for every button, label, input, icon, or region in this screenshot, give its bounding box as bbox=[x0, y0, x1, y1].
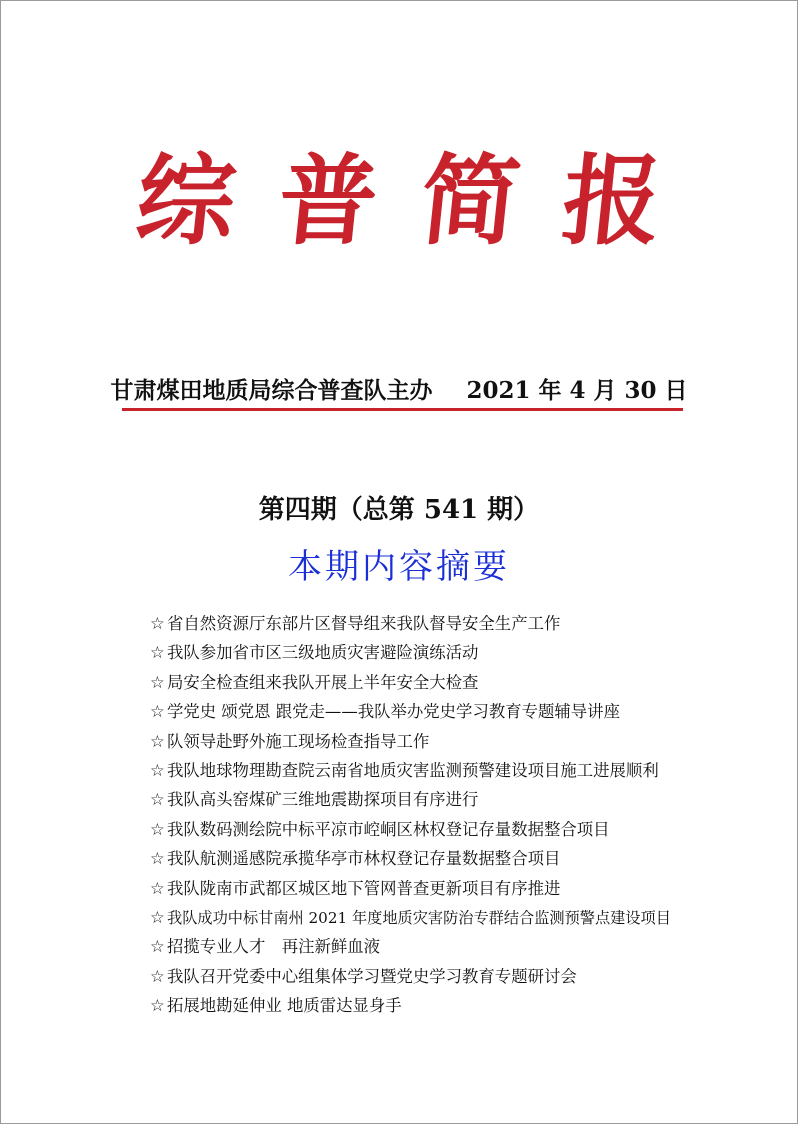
sponsor-line bbox=[1, 377, 797, 405]
toc-item-text: 招揽专业人才 再注新鲜血液 bbox=[167, 937, 381, 957]
toc-item-text: 学党史 颂党恩 跟党走——我队举办党史学习教育专题辅导讲座 bbox=[167, 702, 620, 722]
toc-item bbox=[150, 991, 750, 1020]
star-icon: ☆ bbox=[150, 672, 165, 692]
toc-item bbox=[150, 785, 750, 814]
star-icon: ☆ bbox=[150, 996, 165, 1016]
toc-item bbox=[150, 697, 750, 726]
star-icon: ☆ bbox=[150, 760, 165, 780]
toc-item bbox=[150, 668, 750, 697]
star-icon: ☆ bbox=[150, 731, 165, 751]
toc-item bbox=[150, 844, 750, 873]
toc-item-text: 我队高头窑煤矿三维地震勘探项目有序进行 bbox=[167, 790, 479, 810]
toc-item-text: 我队数码测绘院中标平凉市崆峒区林权登记存量数据整合项目 bbox=[167, 819, 610, 839]
star-icon: ☆ bbox=[150, 643, 165, 663]
toc-item-text: 我队航测遥感院承揽华亭市林权登记存量数据整合项目 bbox=[167, 849, 561, 869]
toc-item-text: 我队成功中标甘南州 2021 年度地质灾害防治专群结合监测预警点建设项目 bbox=[167, 908, 671, 927]
star-icon: ☆ bbox=[150, 937, 165, 957]
star-icon: ☆ bbox=[150, 819, 165, 839]
star-icon: ☆ bbox=[150, 907, 165, 927]
publish-date: 2021 年 4 月 30 日 bbox=[466, 377, 688, 404]
toc-item-text: 队领导赴野外施工现场检查指导工作 bbox=[167, 731, 430, 751]
toc-item-text: 省自然资源厅东部片区督导组来我队督导安全生产工作 bbox=[167, 614, 561, 633]
toc-item bbox=[150, 815, 750, 844]
toc-title: 本期内容摘要 bbox=[288, 547, 510, 587]
star-icon: ☆ bbox=[150, 849, 165, 869]
toc-list bbox=[150, 609, 750, 1020]
star-icon: ☆ bbox=[150, 790, 165, 810]
star-icon: ☆ bbox=[150, 702, 165, 722]
masthead-title: 综普简报 bbox=[130, 144, 712, 259]
star-icon: ☆ bbox=[150, 878, 165, 898]
red-divider-line bbox=[122, 408, 683, 411]
organizer-text: 甘肃煤田地质局综合普查队主办 bbox=[110, 377, 433, 404]
toc-item bbox=[150, 609, 750, 638]
star-icon: ☆ bbox=[150, 966, 165, 986]
toc-item-text: 我队陇南市武都区城区地下管网普查更新项目有序推进 bbox=[167, 878, 561, 898]
issue-number: 第四期（总第 541 期） bbox=[258, 495, 540, 525]
toc-item bbox=[150, 932, 750, 961]
toc-item bbox=[150, 903, 750, 932]
star-icon: ☆ bbox=[150, 614, 165, 633]
toc-item-text: 拓展地勘延伸业 地质雷达显身手 bbox=[167, 996, 402, 1016]
toc-item-text: 局安全检查组来我队开展上半年安全大检查 bbox=[167, 672, 479, 692]
toc-item bbox=[150, 638, 750, 667]
toc-item-text: 我队召开党委中心组集体学习暨党史学习教育专题研讨会 bbox=[167, 966, 577, 986]
toc-item bbox=[150, 727, 750, 756]
toc-item-text: 我队参加省市区三级地质灾害避险演练活动 bbox=[167, 643, 479, 663]
toc-item bbox=[150, 756, 750, 785]
toc-item-text: 我队地球物理勘查院云南省地质灾害监测预警建设项目施工进展顺利 bbox=[167, 760, 659, 780]
toc-item bbox=[150, 962, 750, 991]
toc-item bbox=[150, 874, 750, 903]
